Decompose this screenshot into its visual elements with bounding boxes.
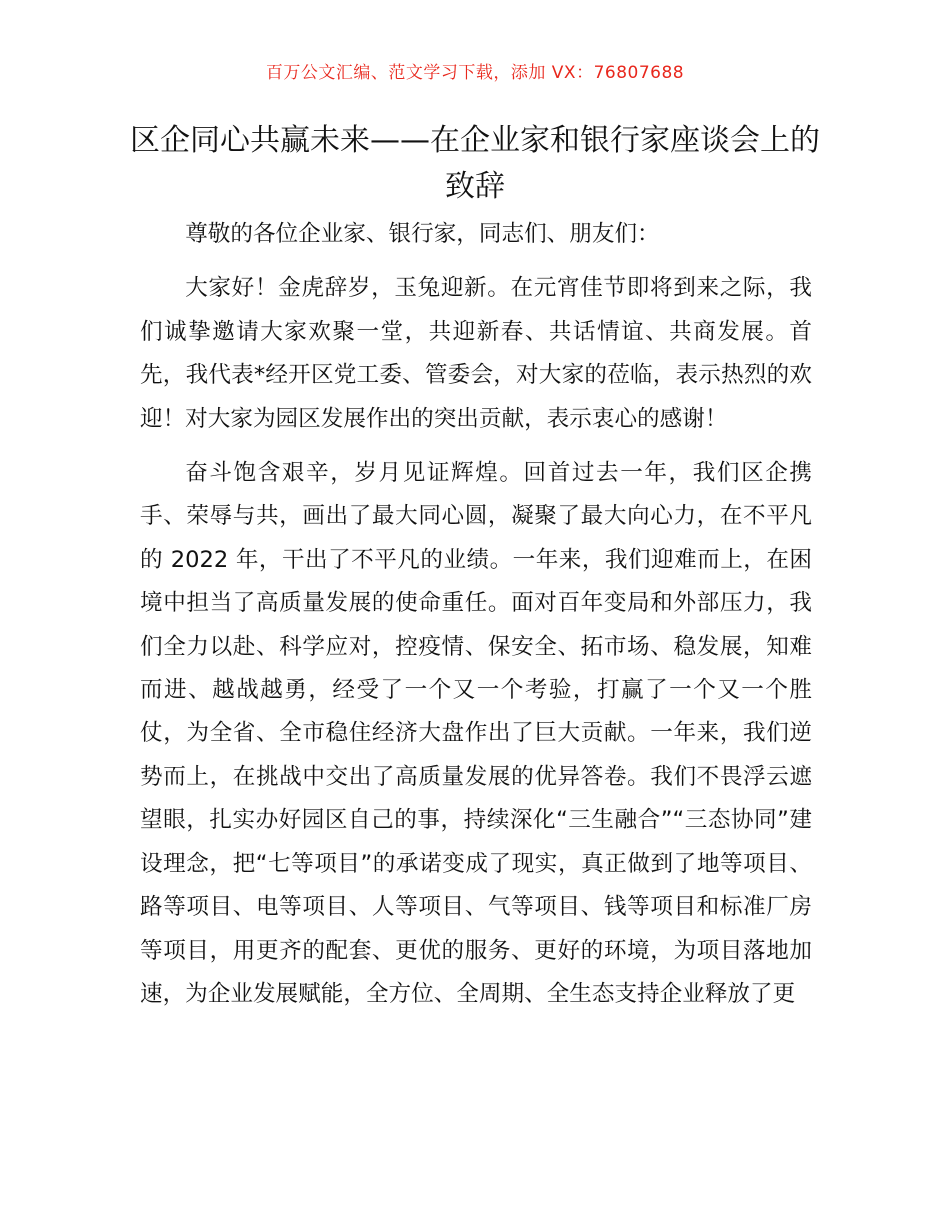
document-title: 区企同心共赢未来——在企业家和银行家座谈会上的致辞 <box>130 123 820 204</box>
header-watermark-note: 百万公文汇编、范文学习下载，添加 VX：76807688 <box>265 63 685 83</box>
salutation: 尊敬的各位企业家、银行家，同志们、朋友们： <box>185 221 660 247</box>
document-body <box>140 213 812 1018</box>
paragraph-opening: 大家好！金虎辞岁，玉兔迎新。在元宵佳节即将到来之际，我们诚挚邀请大家欢聚一堂，共迎新春、共话情谊、共商发展。首先，我代表*经开区党工委、管委会，对大家的莅临，表示热烈的欢迎！对大家为园区发展作出的突出贡献，表示衷心的感谢！ <box>140 275 812 432</box>
paragraph-review: 奋斗饱含艰辛，岁月见证辉煌。回首过去一年，我们区企携手、荣辱与共，画出了最大同心圆，凝聚了最大向心力，在不平凡的 2022 年，干出了不平凡的业绩。一年来，我们迎难而上，在困境中担当了高质量发展的使命重任。面对百年变局和外部压力，我们全力以赴、科学应对，控疫情、保安全、拓市场、稳发展，知难而进、越战越勇，经受了一个又一个考验，打赢了一个又一个胜仗，为全省、全市稳住经济大盘作出了巨大贡献。一年来，我们逆势而上，在挑战中交出了高质量发展的优异答卷。我们不畏浮云遮望眼，扎实办好园区自己的事，持续深化“三生融合”“三态协同”建设理念，把“七等项目”的承诺变成了现实，真正做到了地等项目、路等项目、电等项目、人等项目、气等项目、钱等项目和标准厂房等项目，用更齐的配套、更优的服务、更好的环境，为项目落地加速，为企业发展赋能，全方位、全周期、全生态支持企业释放了更 <box>140 460 812 1007</box>
